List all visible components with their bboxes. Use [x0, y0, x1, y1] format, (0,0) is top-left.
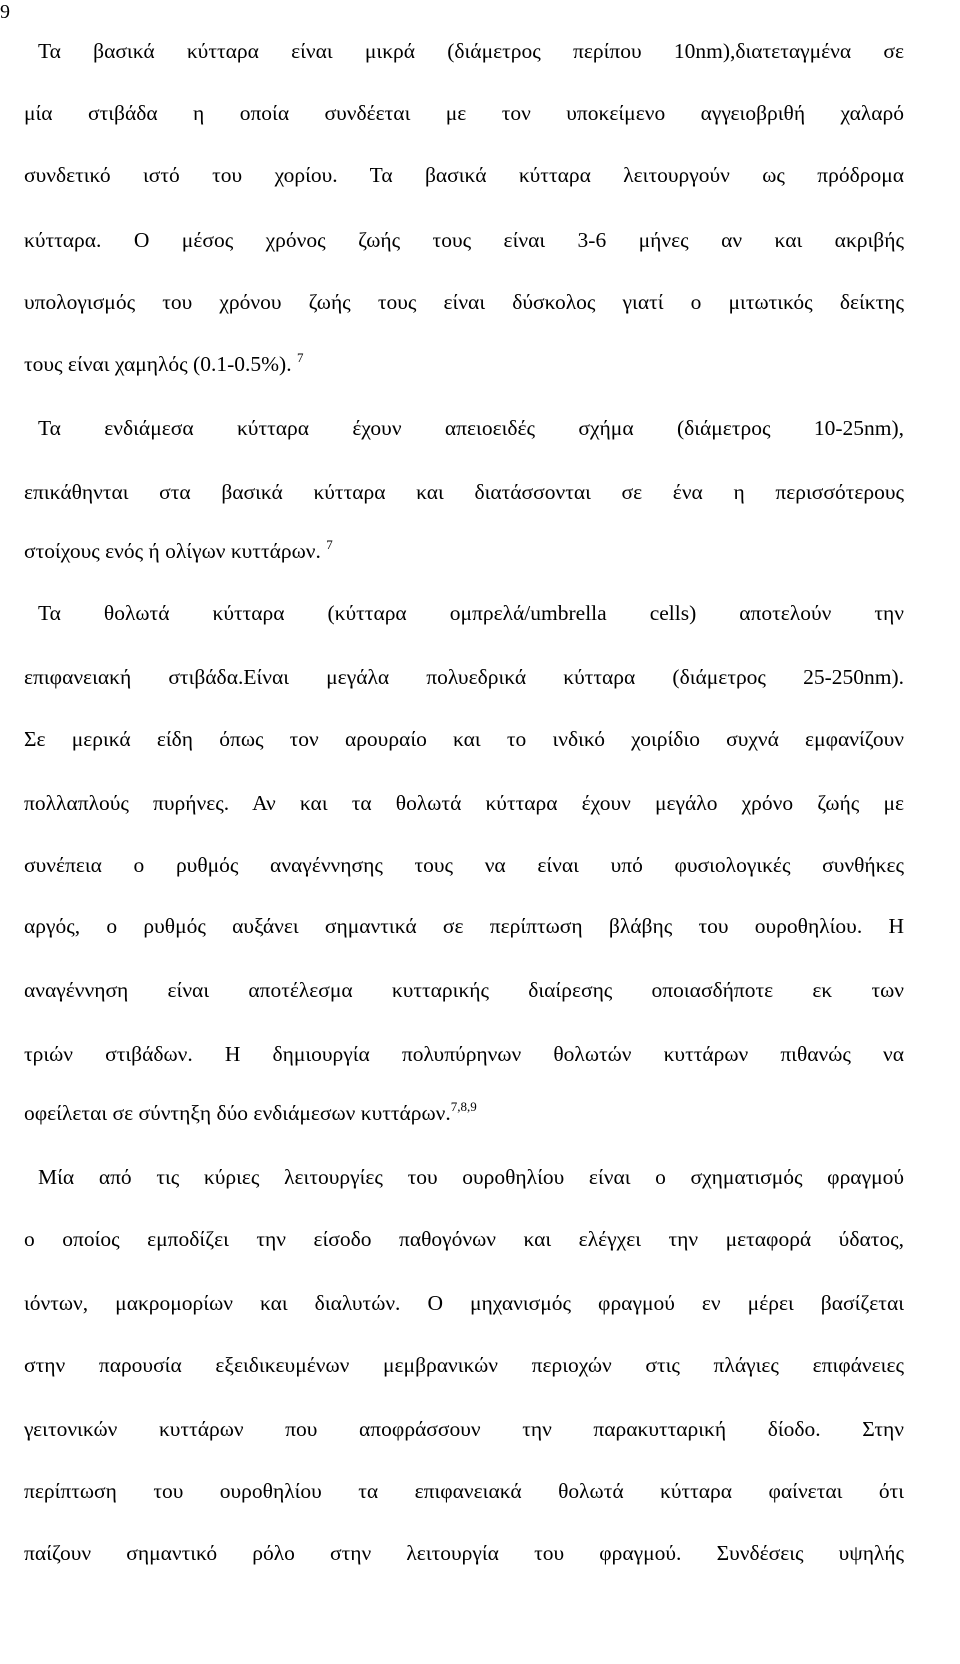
- text-line: επικάθηνται στα βασικά κύτταρα και διατάσσονται σε ένα η περισσότερους: [24, 480, 904, 504]
- text-line: γειτονικών κυττάρων που αποφράσσουν την παρακυτταρική δίοδο. Στην: [24, 1417, 904, 1441]
- text-line: αργός, ο ρυθμός αυξάνει σημαντικά σε περίπτωση βλάβης του ουροθηλίου. Η: [24, 914, 904, 938]
- text-line: συνδετικό ιστό του χορίου. Τα βασικά κύτταρα λειτουργούν ως πρόδρομα: [24, 163, 904, 187]
- text-line: κύτταρα. Ο μέσος χρόνος ζωής τους είναι 3-6 μήνες αν και ακριβής: [24, 228, 904, 252]
- text-line: ο οποίος εμποδίζει την είσοδο παθογόνων και ελέγχει την μεταφορά ύδατος,: [24, 1227, 904, 1251]
- text-line: υπολογισμός του χρόνου ζωής τους είναι δύσκολος γιατί ο μιτωτικός δείκτης: [24, 290, 904, 314]
- text-line: [24, 350, 904, 378]
- text-line: ιόντων, μακρομορίων και διαλυτών. Ο μηχανισμός φραγμού εν μέρει βασίζεται: [24, 1291, 904, 1315]
- reference-superscript: 7: [326, 537, 333, 552]
- reference-superscript: 7: [296, 350, 304, 365]
- text-line: στην παρουσία εξειδικευμένων μεμβρανικών περιοχών στις πλάγιες επιφάνειες: [24, 1353, 904, 1377]
- text-line: Τα βασικά κύτταρα είναι μικρά (διάμετρος περίπου 10nm),διατεταγμένα σε: [38, 39, 904, 63]
- page-number: 9: [0, 1, 10, 23]
- text-line: τριών στιβάδων. Η δημιουργία πολυπύρηνων θολωτών κυττάρων πιθανώς να: [24, 1042, 904, 1066]
- text-line: Τα θολωτά κύτταρα (κύτταρα ομπρελά/umbrella cells) αποτελούν την: [38, 601, 904, 625]
- text-line: [24, 1099, 904, 1127]
- text-span: στοίχους ενός ή ολίγων κυττάρων.: [24, 539, 321, 563]
- text-line: περίπτωση του ουροθηλίου τα επιφανειακά θολωτά κύτταρα φαίνεται ότι: [24, 1479, 904, 1503]
- text-line: Σε μερικά είδη όπως τον αρουραίο και το ινδικό χοιρίδιο συχνά εμφανίζουν: [24, 727, 904, 751]
- text-line: συνέπεια ο ρυθμός αναγέννησης τους να είναι υπό φυσιολογικές συνθήκες: [24, 853, 904, 877]
- text-line: μία στιβάδα η οποία συνδέεται με τον υποκείμενο αγγειοβριθή χαλαρό: [24, 101, 904, 125]
- text-line: Τα ενδιάμεσα κύτταρα έχουν απειοειδές σχήμα (διάμετρος 10-25nm),: [38, 416, 904, 440]
- text-line: αναγέννηση είναι αποτέλεσμα κυτταρικής διαίρεσης οποιασδήποτε εκ των: [24, 978, 904, 1002]
- text-span: τους είναι χαμηλός (0.1-0.5%).: [24, 352, 292, 376]
- text-span: οφείλεται σε σύντηξη δύο ενδιάμεσων κυττάρων.: [24, 1101, 451, 1125]
- text-line: επιφανειακή στιβάδα.Είναι μεγάλα πολυεδρικά κύτταρα (διάμετρος 25-250nm).: [24, 665, 904, 689]
- text-line: πολλαπλούς πυρήνες. Αν και τα θολωτά κύτταρα έχουν μεγάλο χρόνο ζωής με: [24, 791, 904, 815]
- text-line: παίζουν σημαντικό ρόλο στην λειτουργία του φραγμού. Συνδέσεις υψηλής: [24, 1541, 904, 1565]
- text-line: Μία από τις κύριες λειτουργίες του ουροθηλίου είναι ο σχηματισμός φραγμού: [38, 1165, 904, 1189]
- text-line: [24, 537, 904, 565]
- reference-superscript: 7,8,9: [450, 1099, 477, 1114]
